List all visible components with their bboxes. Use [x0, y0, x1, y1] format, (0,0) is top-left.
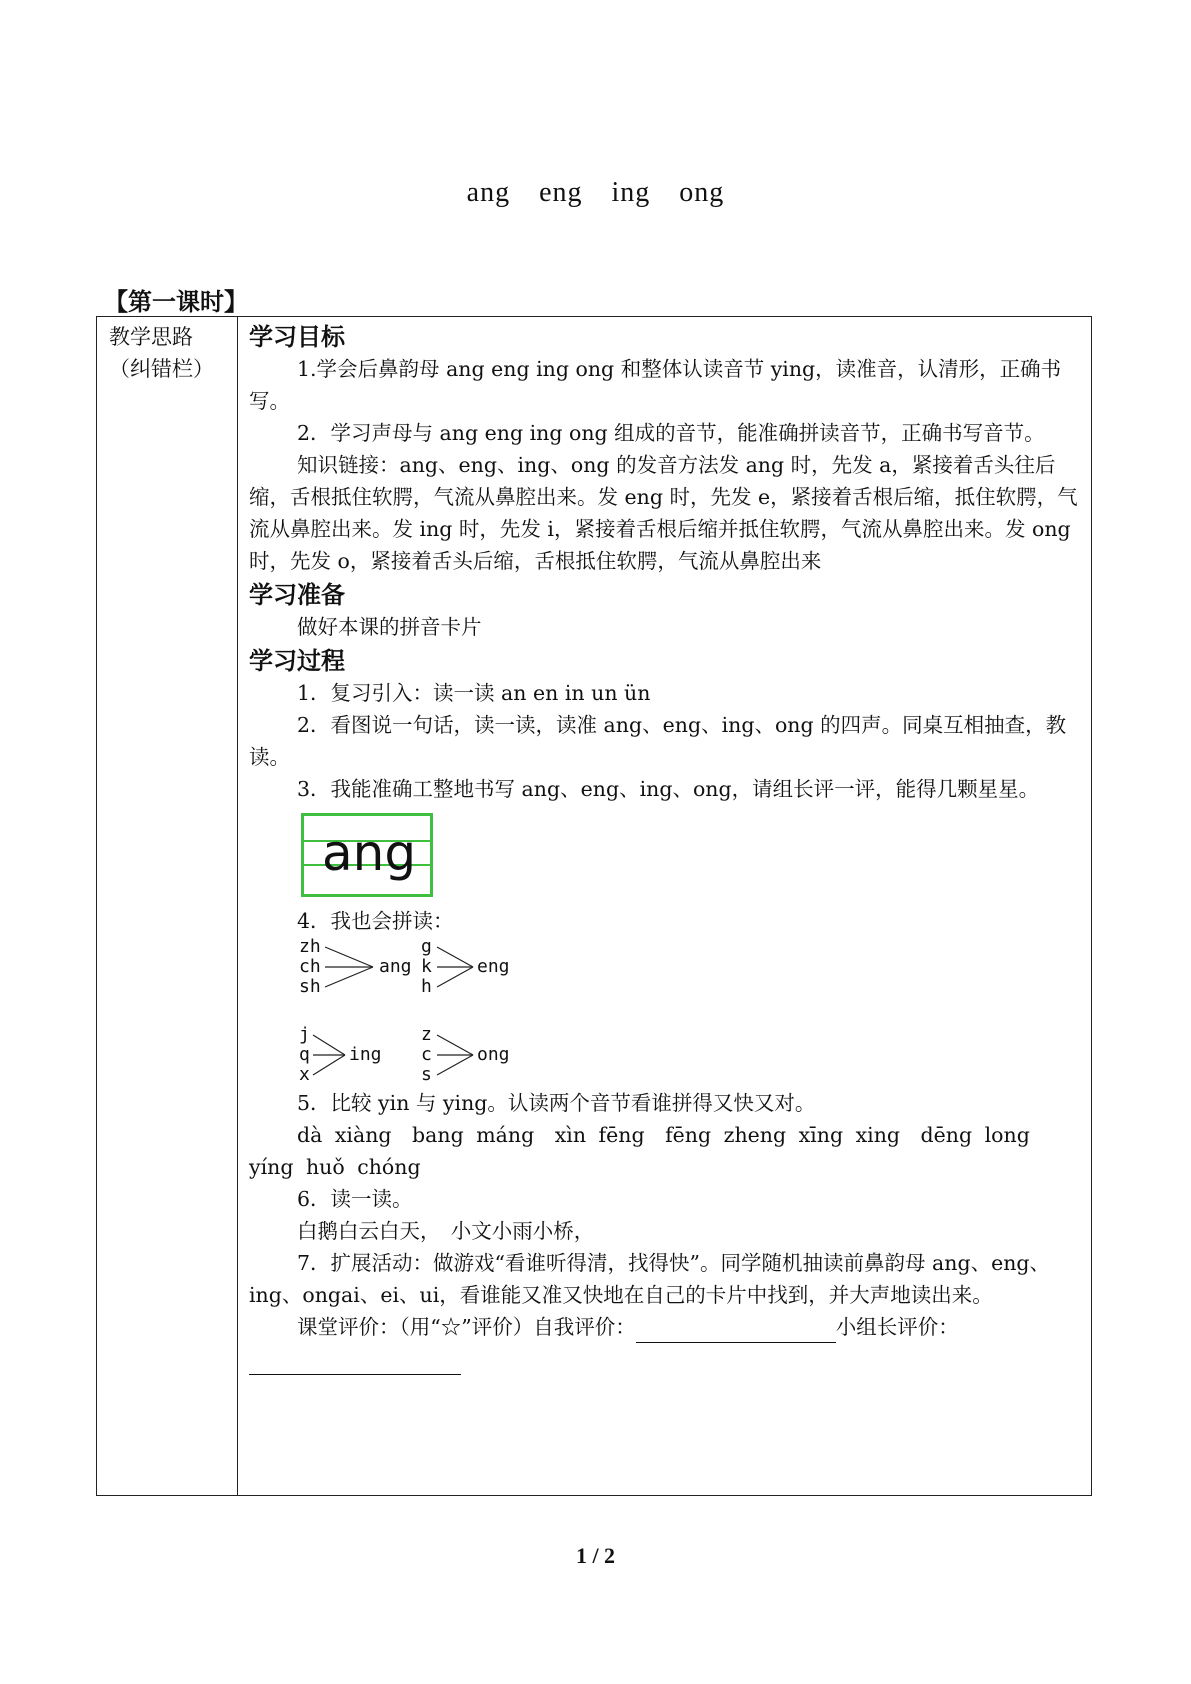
page-number: 1 / 2 — [575, 1543, 616, 1568]
class-evaluation — [249, 1311, 1085, 1375]
process-step-4: 4．我也会拼读： — [297, 909, 454, 933]
process-step-3: 3．我能准确工整地书写 ang、eng、ing、ong，请组长评一评，能得几颗星星。 — [297, 777, 1040, 801]
goal-item-1: 1.学会后鼻韵母 ang eng ing ong 和整体认读音节 ying，读准音，认清形，正确书写。 — [249, 357, 1062, 413]
pinyin-spelling-groups — [299, 937, 1085, 1087]
process-heading: 学习过程 — [249, 647, 345, 675]
initial: k — [421, 956, 432, 977]
lesson-content — [249, 319, 1085, 1375]
process-step-7: 7．扩展活动：做游戏“看谁听得清，找得快”。同学随机抽读前鼻韵母 ang、eng、ing、ongai、ei、ui，看谁能又准又快地在自己的卡片中找到，并大声地读出来。 — [249, 1251, 1051, 1307]
knowledge-link: 知识链接：ang、eng、ing、ong 的发音方法发 ang 时，先发 a，紧接着舌头往后缩，舌根抵住软腭，气流从鼻腔出来。发 eng 时，先发 e，紧接着舌根后缩，抵住软腭，气流从鼻腔出来。发 ing 时，先发 i，紧接着舌根后缩并抵住软腭，气流从鼻腔出来。发 ong 时，先发 o，紧接着舌头后缩，舌根抵住软腭，气流从鼻腔出来 — [249, 453, 1078, 573]
final: ong — [477, 1044, 510, 1065]
goal-item-2: 2．学习声母与 ang eng ing ong 组成的音节，能准确拼读音节，正确书写音节。 — [297, 421, 1045, 445]
evaluation-prefix: 课堂评价：（用“☆”评价）自我评价： — [297, 1315, 636, 1339]
pinyin-group — [421, 937, 601, 999]
goals-heading: 学习目标 — [249, 323, 345, 351]
self-evaluation-blank[interactable] — [636, 1320, 836, 1343]
final: ing — [349, 1044, 382, 1065]
initial: zh — [299, 936, 321, 957]
connector-lines — [321, 937, 377, 999]
initial: j — [299, 1024, 310, 1045]
initial: s — [421, 1064, 432, 1085]
prep-heading: 学习准备 — [249, 581, 345, 609]
process-step-2: 2．看图说一句话，读一读，读准 ang、eng、ing、ong 的四声。同桌互相抽查，教读。 — [249, 713, 1067, 769]
section-label: 【第一课时】 — [104, 288, 248, 316]
initial: h — [421, 976, 432, 997]
lesson-table — [96, 316, 1092, 1496]
pinyin-words: dà xiàng bang máng xìn fēng fēng zheng xīng xing dēng long yíng huǒ chóng — [249, 1123, 1051, 1179]
initial: z — [421, 1024, 432, 1045]
process-step-5: 5．比较 yin 与 ying。认读两个音节看谁拼得又快又对。 — [297, 1091, 816, 1115]
initial: c — [421, 1044, 432, 1065]
prep-text: 做好本课的拼音卡片 — [297, 615, 482, 639]
writing-sample: ang — [322, 824, 417, 882]
pinyin-group — [421, 1025, 601, 1087]
initial: q — [299, 1044, 310, 1065]
group-evaluation-label: 小组长评价： — [835, 1315, 959, 1339]
page-title: ang eng ing ong — [466, 177, 725, 208]
read-text: 白鹅白云白天， 小文小雨小桥， — [297, 1219, 595, 1243]
process-step-1: 1．复习引入：读一读 an en in un ün — [297, 681, 651, 705]
initial: g — [421, 936, 432, 957]
group-evaluation-blank[interactable] — [249, 1352, 461, 1375]
initial: x — [299, 1064, 310, 1085]
writing-grid — [301, 813, 433, 897]
teaching-notes-column: 教学思路（纠错栏） — [97, 317, 238, 1495]
process-step-6: 6．读一读。 — [297, 1187, 413, 1211]
initial: sh — [299, 976, 321, 997]
initial: ch — [299, 956, 321, 977]
final: ang — [379, 956, 412, 977]
final: eng — [477, 956, 510, 977]
